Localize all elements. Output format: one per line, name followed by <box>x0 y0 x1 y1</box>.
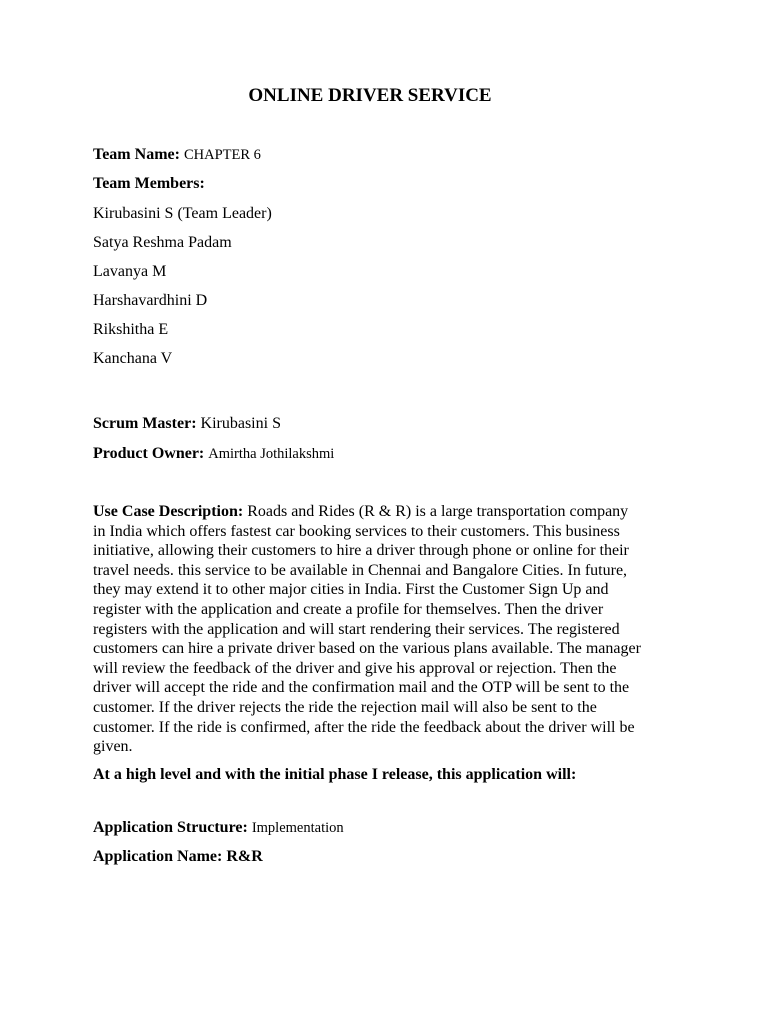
team-member-item: Lavanya M <box>93 263 167 280</box>
product-owner-value: Amirtha Jothilakshmi <box>208 446 335 462</box>
app-structure-line <box>93 818 344 838</box>
use-case-description <box>93 502 673 757</box>
product-owner-label: Product Owner: <box>93 445 205 462</box>
high-level-statement <box>93 765 576 785</box>
use-case-text: Roads and Rides (R & R) is a large transportation company <box>243 503 629 520</box>
use-case-line: will review the feedback of the driver and give his approval or rejection. Then the <box>93 659 617 677</box>
use-case-line: customer. If the ride is confirmed, after the ride the feedback about the driver will be <box>93 718 635 736</box>
team-member-item: Kirubasini S (Team Leader) <box>93 205 272 222</box>
team-members-heading <box>93 174 205 194</box>
team-members-label: Team Members: <box>93 175 205 192</box>
use-case-line: they may extend it to other major cities in India. First the Customer Sign Up and <box>93 581 609 599</box>
team-name-label: Team Name: <box>93 146 180 163</box>
team-name-value: CHAPTER 6 <box>183 147 261 163</box>
app-structure-label: Application Structure: <box>93 819 248 836</box>
use-case-label: Use Case Description: <box>93 503 244 520</box>
team-name-line <box>93 145 261 165</box>
document-title: ONLINE DRIVER SERVICE <box>248 85 492 106</box>
team-member-item: Harshavardhini D <box>93 292 208 309</box>
app-name-label: Application Name: R&R <box>93 848 263 865</box>
scrum-master-label: Scrum Master: <box>93 415 197 432</box>
use-case-line: customer. If the driver rejects the ride the rejection mail will also be sent to the <box>93 698 597 716</box>
team-member-item: Kanchana V <box>93 350 173 367</box>
use-case-line: register with the application and create a profile for themselves. Then the driver <box>93 600 604 618</box>
product-owner-line <box>93 444 334 464</box>
team-member-item: Satya Reshma Padam <box>93 234 232 251</box>
use-case-line: driver will accept the ride and the confirmation mail and the OTP will be sent to the <box>93 679 630 697</box>
team-member-item: Rikshitha E <box>93 321 169 338</box>
use-case-line: initiative, allowing their customers to hire a driver through phone or online for their <box>93 542 629 560</box>
use-case-line: registers with the application and will start rendering their services. The registered <box>93 620 620 638</box>
high-level-statement-text: At a high level and with the initial phase I release, this application will: <box>93 766 577 783</box>
use-case-line: customers can hire a private driver based on the various plans available. The manager <box>93 640 641 658</box>
use-case-line: travel needs. this service to be available in Chennai and Bangalore Cities. In future, <box>93 561 628 579</box>
app-name-line <box>93 847 263 867</box>
app-structure-value: Implementation <box>251 820 344 836</box>
use-case-line: given. <box>93 738 133 756</box>
use-case-line: in India which offers fastest car booking services to their customers. This business <box>93 522 620 540</box>
use-case-line <box>93 502 673 522</box>
scrum-master-line <box>93 414 281 434</box>
scrum-master-value: Kirubasini S <box>200 415 281 432</box>
